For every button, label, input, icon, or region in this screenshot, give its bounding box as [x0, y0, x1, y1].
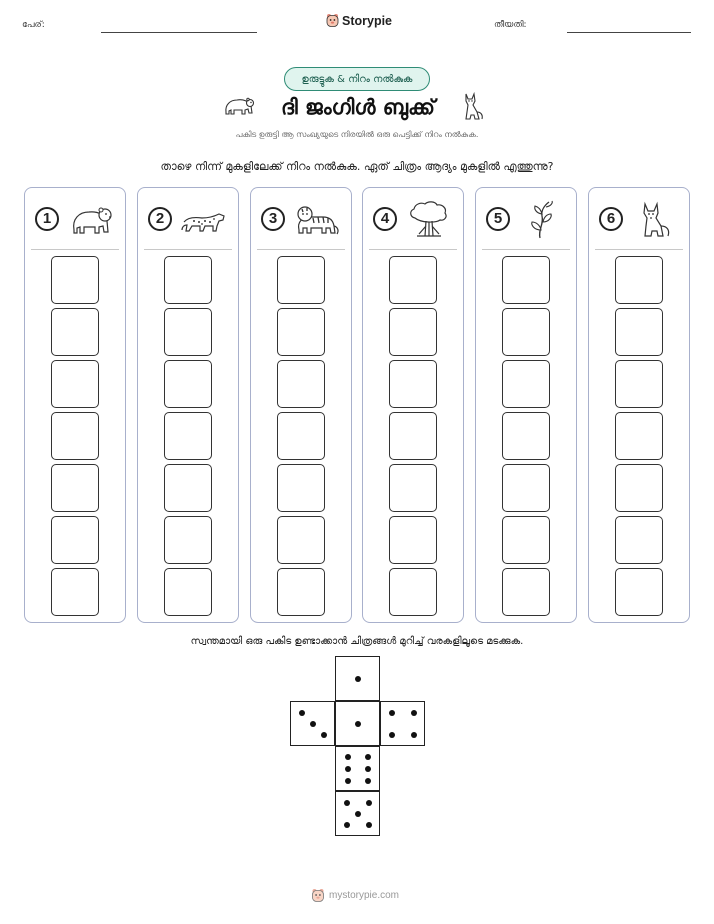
column-number: 6	[599, 207, 623, 231]
instruction: താഴെ നിന്ന് മുകളിലേക്ക് നിറം നൽകുക. ഏത് ചിത്രം ആദ്യം മുകളിൽ എത്തുന്നു?	[160, 160, 554, 173]
color-box[interactable]	[502, 360, 550, 408]
pip	[355, 721, 361, 727]
pip	[365, 778, 371, 784]
color-box[interactable]	[502, 464, 550, 512]
pip	[321, 732, 327, 738]
date-label: തീയതി:	[494, 20, 527, 30]
pip	[355, 676, 361, 682]
color-box[interactable]	[164, 568, 212, 616]
pip	[344, 822, 350, 828]
pip	[389, 710, 395, 716]
pip	[389, 732, 395, 738]
color-box[interactable]	[502, 516, 550, 564]
footer	[311, 888, 399, 903]
color-box[interactable]	[277, 360, 325, 408]
column-header	[482, 198, 570, 250]
pip	[344, 800, 350, 806]
color-box[interactable]	[164, 412, 212, 460]
die-face-right	[380, 701, 425, 746]
color-box[interactable]	[615, 568, 663, 616]
pip	[345, 754, 351, 760]
color-box[interactable]	[164, 464, 212, 512]
column-header	[31, 198, 119, 250]
color-box[interactable]	[615, 464, 663, 512]
color-box[interactable]	[389, 464, 437, 512]
subtitle: പകിട ഉരുട്ടി ആ സംഖ്യയുടെ നിരയിൽ ഒരു പെട്ടിക്ക് നിറം നൽകുക.	[235, 130, 479, 139]
pip	[345, 766, 351, 772]
pip	[299, 710, 305, 716]
color-box[interactable]	[51, 568, 99, 616]
color-box[interactable]	[615, 360, 663, 408]
column-header	[369, 198, 457, 250]
tiger-icon	[293, 200, 341, 240]
column-number: 4	[373, 207, 397, 231]
color-box[interactable]	[389, 412, 437, 460]
color-box[interactable]	[502, 308, 550, 356]
die-face-center	[335, 701, 380, 746]
column-3	[250, 187, 352, 623]
storypie-mascot-icon	[311, 888, 325, 903]
footer-url[interactable]: mystorypie.com	[329, 890, 400, 901]
activity-tag: ഉരുട്ടുക & നിറം നൽകുക	[284, 67, 430, 91]
column-2	[137, 187, 239, 623]
color-box[interactable]	[164, 360, 212, 408]
color-box[interactable]	[389, 360, 437, 408]
column-header	[257, 198, 345, 250]
pip	[345, 778, 351, 784]
column-number: 1	[35, 207, 59, 231]
color-box[interactable]	[502, 412, 550, 460]
column-6	[588, 187, 690, 623]
brand-logo	[326, 13, 392, 28]
color-box[interactable]	[615, 308, 663, 356]
wolf-icon	[631, 200, 679, 240]
color-box[interactable]	[51, 360, 99, 408]
pip	[365, 754, 371, 760]
leopard-icon	[180, 200, 228, 240]
storypie-mascot-icon	[326, 13, 339, 28]
color-box[interactable]	[277, 308, 325, 356]
column-number: 3	[261, 207, 285, 231]
column-5	[475, 187, 577, 623]
color-box[interactable]	[51, 516, 99, 564]
color-box[interactable]	[164, 256, 212, 304]
date-line[interactable]	[567, 32, 691, 33]
color-box[interactable]	[51, 308, 99, 356]
pip	[310, 721, 316, 727]
color-box[interactable]	[51, 464, 99, 512]
die-face-top	[335, 656, 380, 701]
color-box[interactable]	[389, 308, 437, 356]
color-box[interactable]	[277, 464, 325, 512]
die-face-left	[290, 701, 335, 746]
color-box[interactable]	[164, 516, 212, 564]
die-face-back	[335, 791, 380, 836]
pip	[366, 822, 372, 828]
color-box[interactable]	[277, 412, 325, 460]
column-header	[595, 198, 683, 250]
column-1	[24, 187, 126, 623]
color-box[interactable]	[51, 256, 99, 304]
tree-icon	[405, 200, 453, 240]
color-box[interactable]	[277, 516, 325, 564]
fold-instruction: സ്വന്തമായി ഒരു പകിട ഉണ്ടാക്കാൻ ചിത്രങ്ങൾ മുറിച്ച് വരകളിലൂടെ മടക്കുക.	[190, 636, 524, 647]
color-box[interactable]	[389, 256, 437, 304]
color-box[interactable]	[277, 256, 325, 304]
color-box[interactable]	[615, 256, 663, 304]
name-line[interactable]	[101, 32, 257, 33]
pip	[366, 800, 372, 806]
column-number: 5	[486, 207, 510, 231]
color-box[interactable]	[389, 516, 437, 564]
color-box[interactable]	[164, 308, 212, 356]
color-box[interactable]	[502, 256, 550, 304]
brand-name: Storypie	[342, 13, 393, 28]
die-face-bottom	[335, 746, 380, 791]
color-box[interactable]	[389, 568, 437, 616]
column-4	[362, 187, 464, 623]
column-header	[144, 198, 232, 250]
pip	[355, 811, 361, 817]
name-label: പേര്:	[22, 20, 45, 30]
color-box[interactable]	[615, 412, 663, 460]
color-box[interactable]	[615, 516, 663, 564]
bear-icon	[67, 200, 115, 240]
color-box[interactable]	[502, 568, 550, 616]
pip	[411, 710, 417, 716]
vine-icon	[518, 200, 566, 240]
bear-title-icon	[222, 94, 256, 120]
wolf-title-icon	[458, 90, 486, 122]
pip	[411, 732, 417, 738]
page-title: ദി ജംഗിൾ ബുക്ക്	[281, 95, 435, 119]
pip	[365, 766, 371, 772]
color-box[interactable]	[51, 412, 99, 460]
color-box[interactable]	[277, 568, 325, 616]
column-number: 2	[148, 207, 172, 231]
